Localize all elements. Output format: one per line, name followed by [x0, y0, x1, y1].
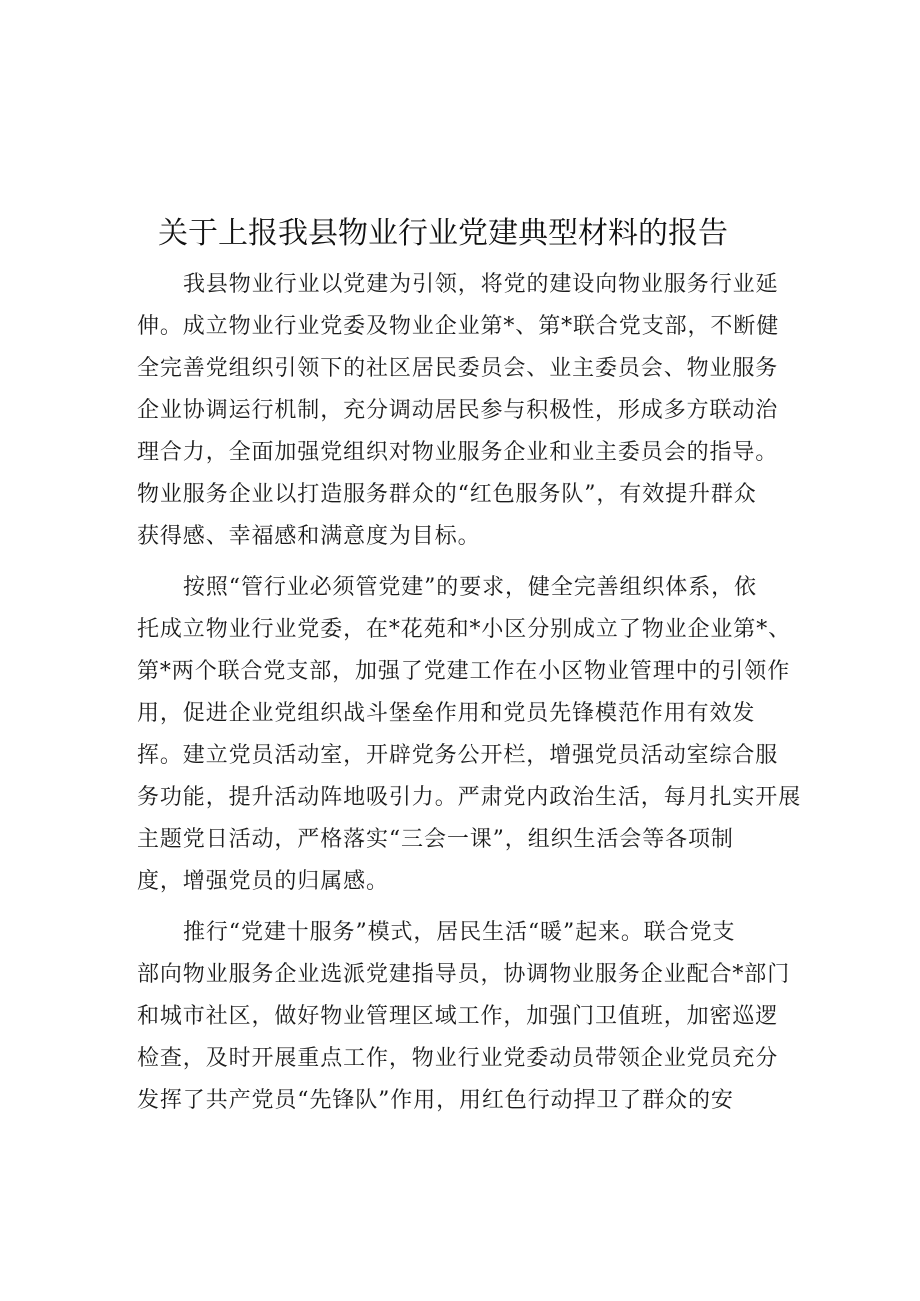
paragraph-1-line-2: 伸。成立物业行业党委及物业企业第*、第*联合党支部，不断健 — [137, 314, 780, 339]
paragraph-1-line-3: 全完善党组织引领下的社区居民委员会、业主委员会、物业服务 — [137, 356, 779, 381]
paragraph-3-line-1: 推行“党建十服务”模式，居民生活“暖”起来。联合党支 — [183, 920, 736, 945]
paragraph-2-line-5: 挥。建立党员活动室，开辟党务公开栏，增强党员活动室综合服 — [137, 743, 779, 768]
paragraph-2-line-8: 度，增强党员的归属感。 — [137, 869, 389, 894]
paragraph-1-line-7: 获得感、幸福感和满意度为目标。 — [137, 524, 481, 549]
paragraph-3-line-2: 部向物业服务企业选派党建指导员，协调物业服务企业配合*部门 — [137, 962, 791, 987]
paragraph-3-line-4: 检查，及时开展重点工作，物业行业党委动员带领企业党员充分 — [137, 1046, 779, 1071]
paragraph-2-line-3: 第*两个联合党支部，加强了党建工作在小区物业管理中的引领作 — [137, 659, 791, 684]
paragraph-1-line-1: 我县物业行业以党建为引领，将党的建设向物业服务行业延 — [183, 272, 779, 297]
paragraph-3-line-3: 和城市社区，做好物业管理区域工作，加强门卫值班，加密巡逻 — [137, 1004, 779, 1029]
paragraph-2-line-7: 主题党日活动，严格落实“三会一课”，组织生活会等各项制 — [137, 827, 734, 852]
paragraph-2-line-4: 用，促进企业党组织战斗堡垒作用和党员先锋模范作用有效发 — [137, 701, 756, 726]
paragraph-2-line-6: 务功能，提升活动阵地吸引力。严肃党内政治生活，每月扎实开展 — [137, 785, 802, 810]
paragraph-3-line-5: 发挥了共产党员“先锋队”作用，用红色行动捍卫了群众的安 — [137, 1088, 734, 1113]
paragraph-2-line-2: 托成立物业行业党委，在*花苑和*小区分别成立了物业企业第*、 — [137, 617, 792, 642]
document-title: 关于上报我县物业行业党建典型材料的报告 — [158, 216, 728, 251]
paragraph-1-line-5: 理合力，全面加强党组织对物业服务企业和业主委员会的指导。 — [137, 440, 779, 465]
paragraph-1-line-4: 企业协调运行机制，充分调动居民参与积极性，形成多方联动治 — [137, 398, 779, 423]
paragraph-2-line-1: 按照“管行业必须管党建”的要求，健全完善组织体系，依 — [183, 575, 757, 600]
paragraph-1-line-6: 物业服务企业以打造服务群众的“红色服务队”，有效提升群众 — [137, 482, 757, 507]
